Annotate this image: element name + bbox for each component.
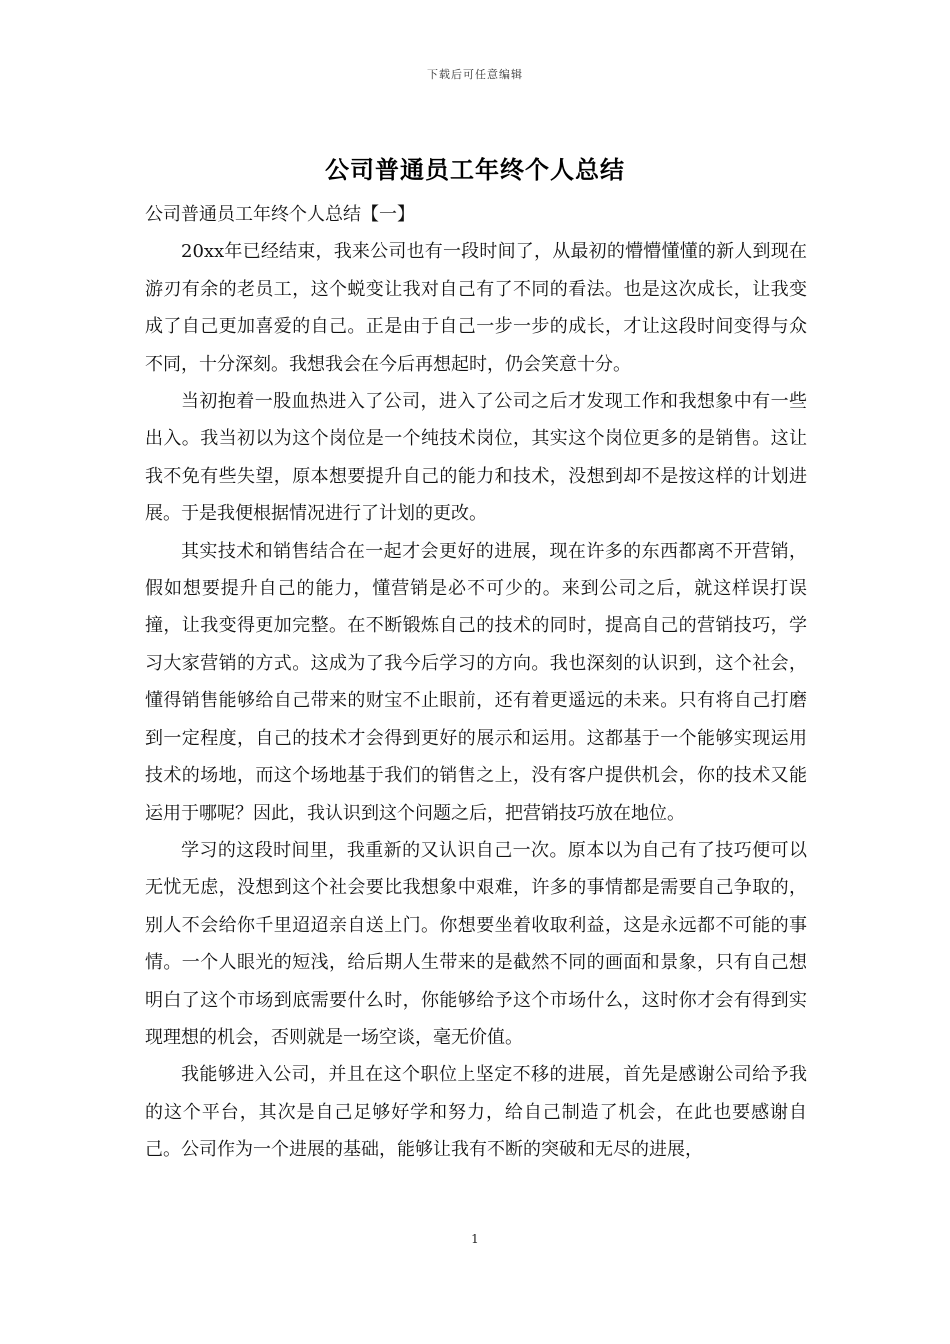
paragraph-1: 20xx年已经结束，我来公司也有一段时间了，从最初的懵懵懂懂的新人到现在游刃有余的老员工，这个蜕变让我对自己有了不同的看法。也是这次成长，让我变成了自己更加喜爱的自己。正是由于自己一步一步的成长，才让这段时间变得与众不同，十分深刻。我想我会在今后再想起时，仍会笑意十分。 xyxy=(145,241,807,375)
section-subtitle: 公司普通员工年终个人总结【一】 xyxy=(145,204,415,225)
paragraph-5: 我能够进入公司，并且在这个职位上坚定不移的进展，首先是感谢公司给予我的这个平台，其次是自己足够好学和努力，给自己制造了机会，在此也要感谢自己。公司作为一个进展的基础，能够让我有不断的突破和无尽的进展， xyxy=(145,1064,807,1161)
paragraph-3: 其实技术和销售结合在一起才会更好的进展，现在许多的东西都离不开营销，假如想要提升自己的能力，懂营销是必不可少的。来到公司之后，就这样误打误撞，让我变得更加完整。在不断锻炼自己的技术的同时，提高自己的营销技巧，学习大家营销的方式。这成为了我今后学习的方向。我也深刻的认识到，这个社会，懂得销售能够给自己带来的财宝不止眼前，还有着更遥远的未来。只有将自己打磨到一定程度，自己的技术才会得到更好的展示和运用。这都基于一个能够实现运用技术的场地，而这个场地基于我们的销售之上，没有客户提供机会，你的技术又能运用于哪呢？因此，我认识到这个问题之后，把营销技巧放在地位。 xyxy=(145,540,807,824)
paragraph-4: 学习的这段时间里，我重新的又认识自己一次。原本以为自己有了技巧便可以无忧无虑，没想到这个社会要比我想象中艰难，许多的事情都是需要自己争取的，别人不会给你千里迢迢亲自送上门。你想要坐着收取利益，这是永远都不可能的事情。一个人眼光的短浅，给后期人生带来的是截然不同的画面和景象，只有自己想明白了这个市场到底需要什么时，你能够给予这个市场什么，这时你才会有得到实现理想的机会，否则就是一场空谈，毫无价值。 xyxy=(145,839,807,1048)
page-number: 1 xyxy=(471,1232,479,1246)
header-note: 下载后可任意编辑 xyxy=(427,68,523,81)
paragraph-2: 当初抱着一股血热进入了公司，进入了公司之后才发现工作和我想象中有一些出入。我当初以为这个岗位是一个纯技术岗位，其实这个岗位更多的是销售。这让我不免有些失望，原本想要提升自己的能力和技术，没想到却不是按这样的计划进展。于是我便根据情况进行了计划的更改。 xyxy=(145,391,807,525)
document-body xyxy=(145,196,807,1169)
page-title: 公司普通员工年终个人总结 xyxy=(325,155,625,184)
